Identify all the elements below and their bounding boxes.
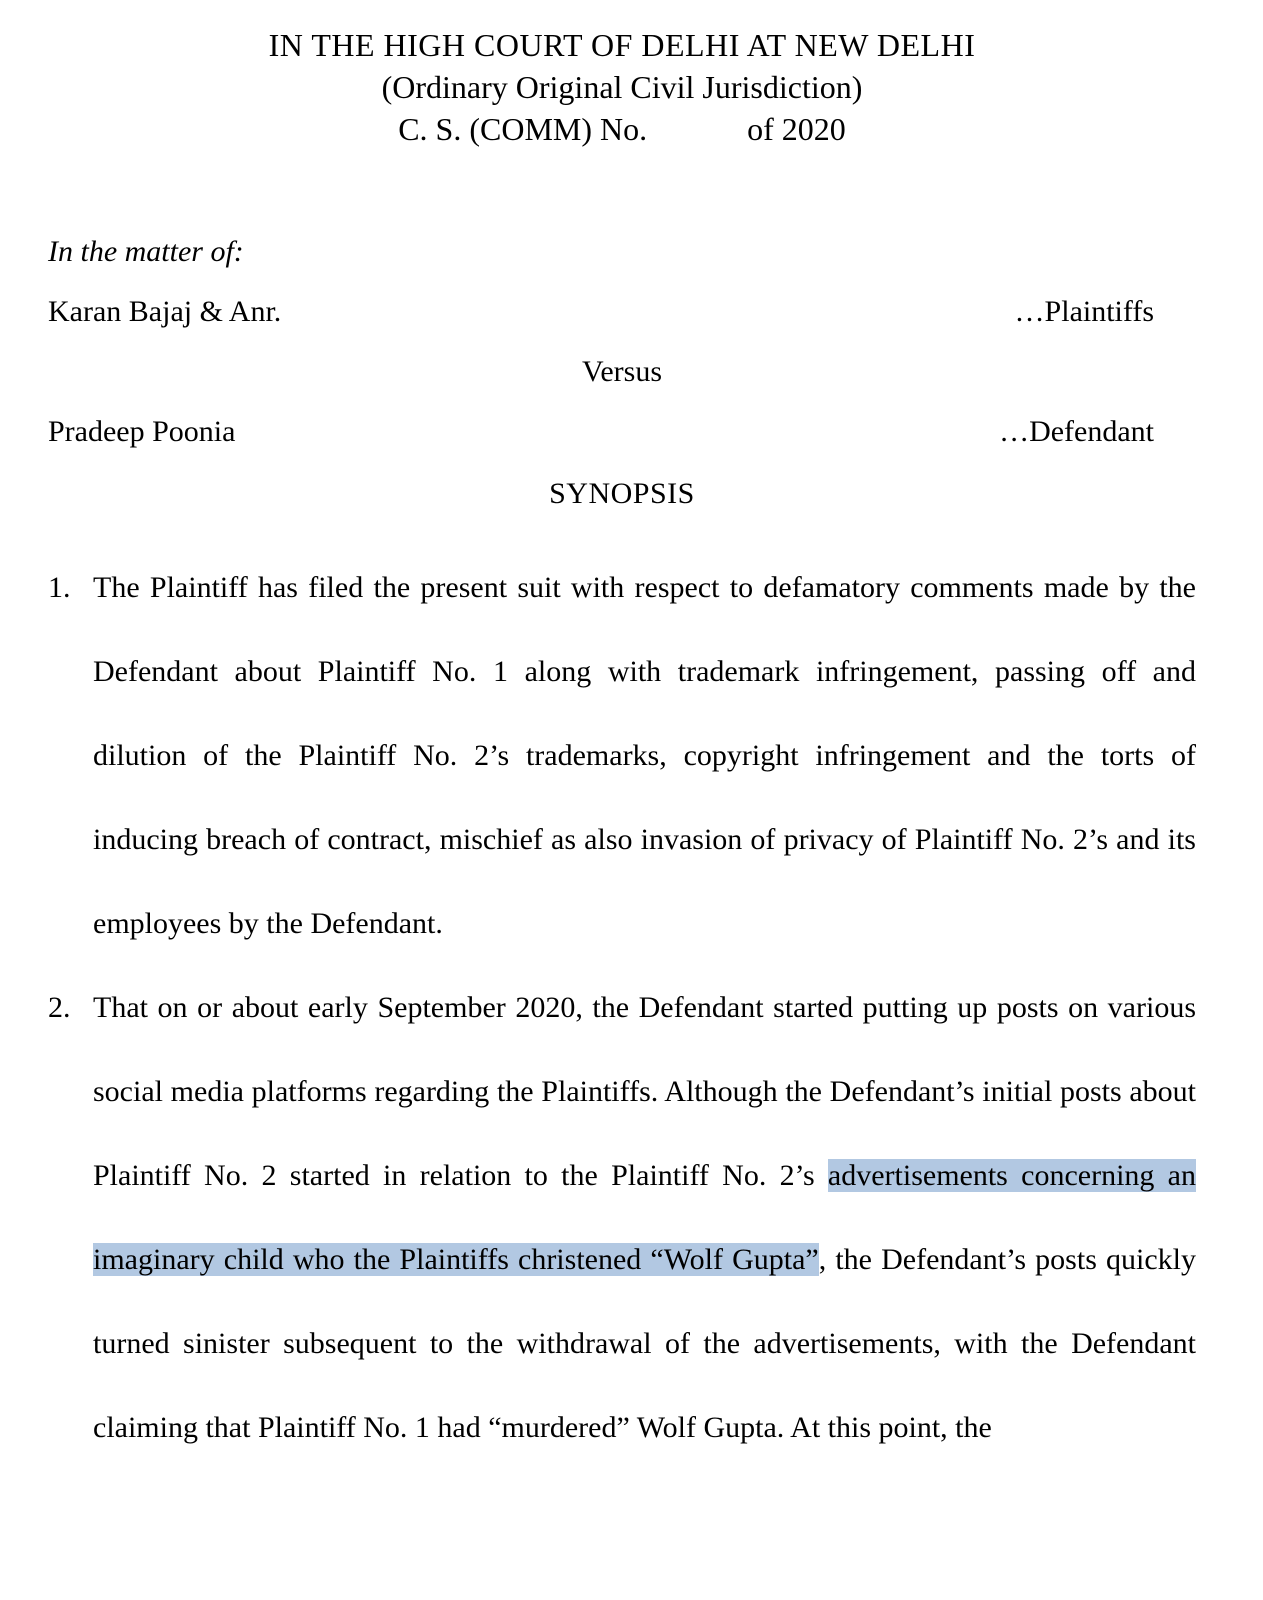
paragraph-text: , the Defendant’s posts quickly turned sinister subsequent to the withdrawal of the advertisements, with the Defendant claiming that Plaintiff No. 1 had “murdered” Wolf Gupta. At this point, the (93, 1243, 1196, 1444)
defendant-row (48, 402, 1196, 462)
synopsis-item-2 (48, 966, 1196, 1470)
in-the-matter-of: In the matter of: (48, 235, 244, 268)
document-header (48, 24, 1196, 150)
item-paragraph (93, 966, 1196, 1470)
plaintiff-role: …Plaintiffs (1014, 295, 1154, 328)
plaintiff-name: Karan Bajaj & Anr. (48, 295, 282, 328)
defendant-name: Pradeep Poonia (48, 415, 236, 448)
highlighted-text: advertisements concerning an imaginary child who the Plaintiffs christened “Wolf Gupta” (93, 1159, 1196, 1276)
item-number: 2. (48, 991, 71, 1024)
item-number: 1. (48, 571, 71, 604)
jurisdiction-line: (Ordinary Original Civil Jurisdiction) (381, 69, 863, 105)
defendant-role: …Defendant (999, 415, 1154, 448)
synopsis-heading: SYNOPSIS (549, 477, 695, 510)
court-title: IN THE HIGH COURT OF DELHI AT NEW DELHI (268, 27, 976, 63)
synopsis-list (48, 546, 1196, 1470)
case-number-line (48, 108, 1196, 150)
synopsis-item-1 (48, 546, 1196, 966)
case-number-year: of 2020 (747, 111, 846, 147)
plaintiff-row (48, 282, 1196, 342)
versus-line: Versus (582, 355, 662, 388)
paragraph-text: That on or about early September 2020, the Defendant started putting up posts on various social media platforms regarding the Plaintiffs. Although the Defendant’s initial posts about Plaintiff No. 2 started in relation to the Plaintiff No. 2’s (93, 991, 1196, 1192)
front-matter (48, 222, 1196, 462)
case-number-label: C. S. (COMM) No. (398, 111, 648, 147)
item-paragraph (93, 546, 1196, 966)
paragraph-text: The Plaintiff has filed the present suit with respect to defamatory comments made by the Defendant about Plaintiff No. 1 along with trademark infringement, passing off and dilution of the Plaintiff No. 2’s trademarks, copyright infringement and the torts of inducing breach of contract, mischief as also invasion of privacy of Plaintiff No. 2’s and its employees by the Defendant. (93, 571, 1196, 940)
